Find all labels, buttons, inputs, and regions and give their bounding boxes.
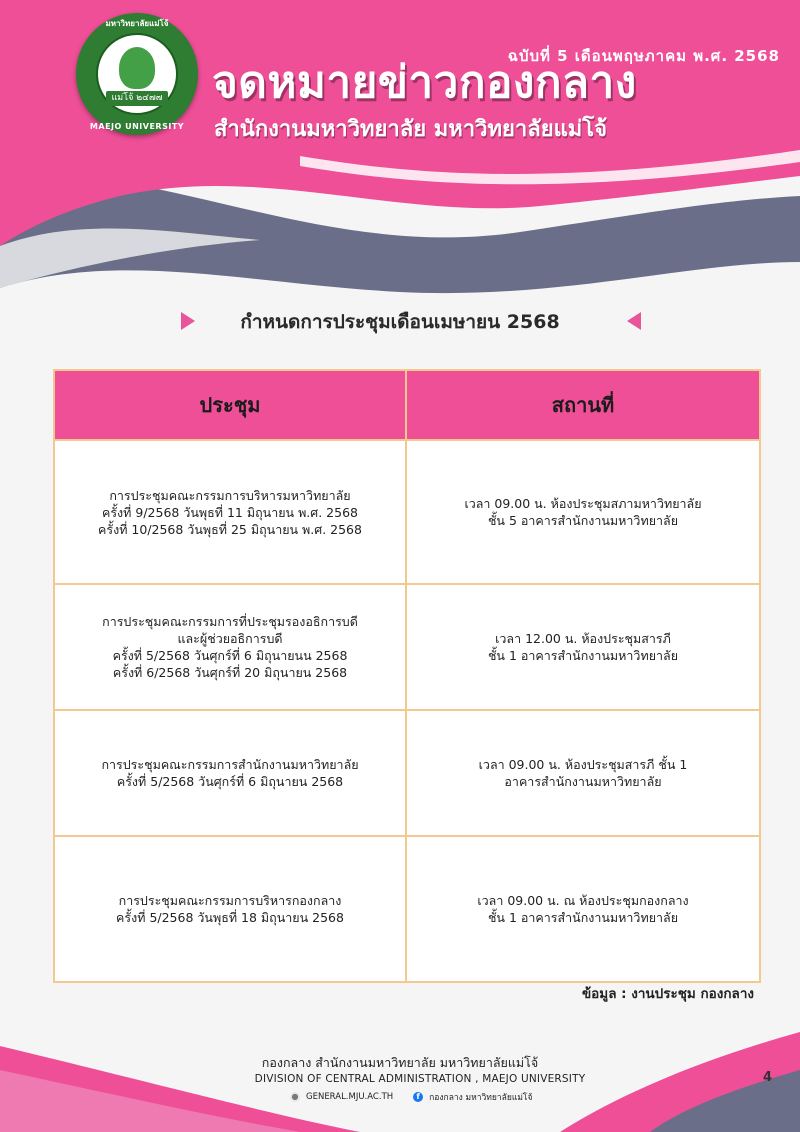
venue-line: อาคารสำนักงานมหาวิทยาลัย xyxy=(504,774,662,789)
meeting-cell xyxy=(55,441,407,583)
meeting-line: ครั้งที่ 5/2568 วันศุกร์ที่ 6 มิถุนายน 2568 xyxy=(116,774,344,789)
venue-cell xyxy=(407,837,759,981)
venue-cell xyxy=(407,441,759,583)
globe-icon: ● xyxy=(291,1092,299,1101)
venue-line: เวลา 09.00 น. ณ ห้องประชุมกองกลาง xyxy=(477,893,689,908)
logo-text-th: มหาวิทยาลัยแม่โจ้ xyxy=(105,19,169,28)
venue-line: เวลา 09.00 น. ห้องประชุมสารภี ชั้น 1 xyxy=(478,757,688,772)
table-row xyxy=(55,711,759,837)
footer-org-en: DIVISION OF CENTRAL ADMINISTRATION , MAEJO UNIVERSITY xyxy=(254,1073,586,1085)
venue-line: เวลา 09.00 น. ห้องประชุมสภามหาวิทยาลัย xyxy=(464,496,702,511)
venue-line: ชั้น 1 อาคารสำนักงานมหาวิทยาลัย xyxy=(487,648,679,663)
table-row xyxy=(55,441,759,585)
table-row xyxy=(55,837,759,981)
meeting-cell xyxy=(55,837,407,981)
page-number: 4 xyxy=(762,1070,772,1085)
newsletter-subtitle: สำนักงานมหาวิทยาลัย มหาวิทยาลัยแม่โจ้ xyxy=(214,117,607,142)
meeting-line: ครั้งที่ 5/2568 วันพุธที่ 18 มิถุนายน 2568 xyxy=(116,910,344,925)
venue-line: ชั้น 5 อาคารสำนักงานมหาวิทยาลัย xyxy=(487,513,679,528)
facebook-icon: f xyxy=(413,1092,423,1102)
website-link[interactable]: GENERAL.MJU.AC.TH xyxy=(306,1092,394,1102)
header-meeting: ประชุม xyxy=(55,371,407,439)
logo-number: แม่โจ้ ๒๔๗๗ xyxy=(106,91,168,106)
meeting-line: การประชุมคณะกรรมการที่ประชุมรองอธิการบดี xyxy=(102,614,358,629)
meeting-line: ครั้งที่ 10/2568 วันพุธที่ 25 มิถุนายน พ.ศ. 2568 xyxy=(98,521,362,537)
newsletter-title: จดหมายข่าวกองกลาง xyxy=(212,57,637,108)
meeting-schedule-table xyxy=(53,369,761,983)
meeting-line: ครั้งที่ 9/2568 วันพุธที่ 11 มิถุนายน พ.ศ. 2568 xyxy=(101,504,358,520)
issue-label: ฉบับที่ 5 เดือนพฤษภาคม พ.ศ. 2568 xyxy=(507,47,780,65)
header-venue: สถานที่ xyxy=(551,393,615,417)
meeting-line: ครั้งที่ 5/2568 วันศุกร์ที่ 6 มิถุนายนน 2568 xyxy=(112,648,348,663)
meeting-cell xyxy=(55,585,407,709)
venue-line: ชั้น 1 อาคารสำนักงานมหาวิทยาลัย xyxy=(487,910,679,925)
meeting-line: การประชุมคณะกรรมการบริหารมหาวิทยาลัย xyxy=(109,487,351,503)
venue-cell xyxy=(407,711,759,835)
footer-links xyxy=(290,1090,532,1104)
logo-text-en: MAEJO UNIVERSITY xyxy=(89,122,185,131)
meeting-line: ครั้งที่ 6/2568 วันศุกร์ที่ 20 มิถุนายน 2568 xyxy=(112,665,348,680)
triangle-left-icon xyxy=(627,312,641,330)
meeting-line: การประชุมคณะกรรมการบริหารกองกลาง xyxy=(118,893,342,908)
footer-org-th: กองกลาง สำนักงานมหาวิทยาลัย มหาวิทยาลัยแม่โจ้ xyxy=(261,1055,539,1070)
data-source: ข้อมูล : งานประชุม กองกลาง xyxy=(581,986,754,1002)
meeting-line: และผู้ช่วยอธิการบดี xyxy=(177,631,283,646)
venue-line: เวลา 12.00 น. ห้องประชุมสารภี xyxy=(495,631,671,646)
logo-seal xyxy=(96,33,178,115)
emblem-icon xyxy=(119,47,155,89)
facebook-link[interactable]: กองกลาง มหาวิทยาลัยแม่โจ้ xyxy=(429,1093,533,1103)
meeting-cell xyxy=(55,711,407,835)
university-logo xyxy=(76,13,198,135)
venue-cell xyxy=(407,585,759,709)
section-title: กำหนดการประชุมเดือนเมษายน 2568 xyxy=(240,311,560,333)
table-row xyxy=(55,585,759,711)
meeting-line: การประชุมคณะกรรมการสำนักงานมหาวิทยาลัย xyxy=(101,757,359,772)
table-header-row xyxy=(55,371,759,441)
